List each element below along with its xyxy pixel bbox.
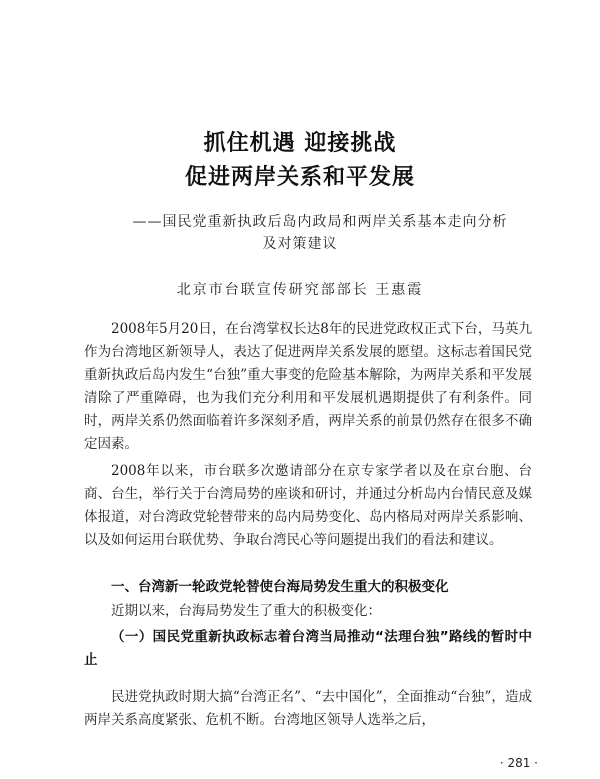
page-number: · 281 · <box>499 756 538 770</box>
article-subtitle-line-2: 及对策建议 <box>262 236 338 252</box>
section-heading-1: 一、台湾新一轮政党轮替使台海局势发生重大的积极变化 <box>111 579 449 595</box>
subsection-heading-1: （一）国民党重新执政标志着台湾当局推动“法理台独”路线的暂时中止 <box>84 629 532 668</box>
article-subtitle-line-1: ——国民党重新执政后岛内政局和两岸关系基本走向分析 <box>132 214 508 230</box>
article-title-line-1: 抓住机遇 迎接挑战 <box>203 131 397 156</box>
article-title-line-2: 促进两岸关系和平发展 <box>184 165 415 190</box>
body-paragraph-1: 2008年5月20日，在台湾掌权长达8年的民进党政权正式下台，马英九作为台湾地区新领导人，表达了促进两岸关系发展的愿望。这标志着国民党重新执政后岛内发生“台独”重大事变的危险基本解除，为两岸关系和平发展清除了严重障碍，也为我们充分利用和平发展机遇期提供了有利条件。同时，两岸关系仍然面临着许多深刻矛盾，两岸关系的前景仍然存在很多不确定因素。 <box>84 321 532 452</box>
body-paragraph-2: 2008年以来，市台联多次邀请部分在京专家学者以及在京台胞、台商、台生，举行关于台湾局势的座谈和研讨，并通过分析岛内台情民意及媒体报道，对台湾政党轮替带来的岛内局势变化、岛内格局对两岸关系影响、以及如何运用台联优势、争取台湾民心等问题提出我们的看法和建议。 <box>84 463 532 548</box>
body-paragraph-3: 近期以来，台海局势发生了重大的积极变化： <box>111 603 381 619</box>
body-paragraph-4: 民进党执政时期大搞“台湾正名”、“去中国化”，全面推动“台独”，造成两岸关系高度紧张、危机不断。台湾地区领导人选举之后， <box>84 689 532 728</box>
author-byline: 北京市台联宣传研究部部长 王惠霞 <box>176 282 424 298</box>
